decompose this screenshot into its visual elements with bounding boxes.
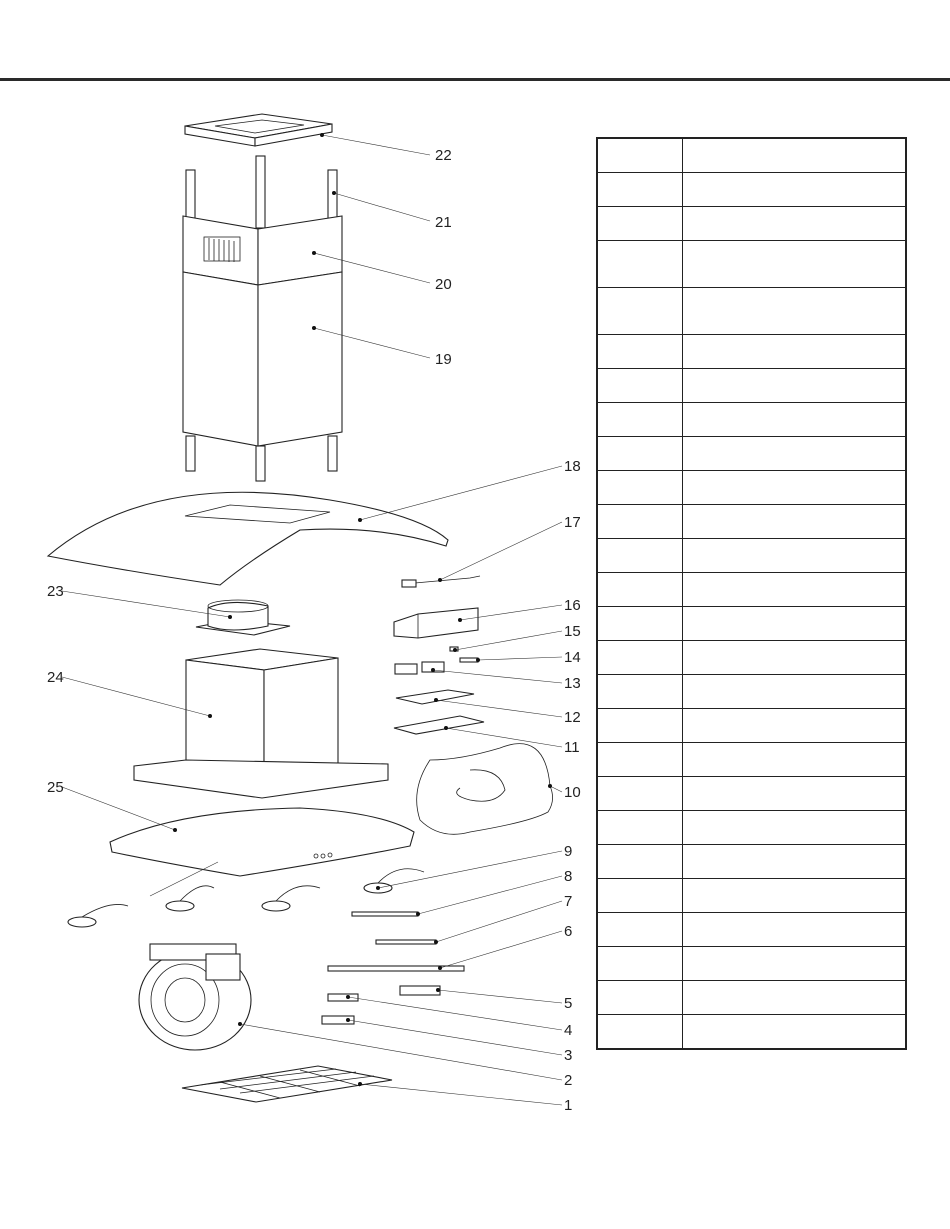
callout-1: 1	[564, 1097, 573, 1114]
parts-row	[597, 641, 906, 675]
callout-16: 16	[564, 597, 581, 614]
part-pcb	[396, 690, 474, 704]
callout-12: 12	[564, 709, 581, 726]
parts-row	[597, 573, 906, 607]
part-name-cell	[683, 811, 907, 845]
parts-row	[597, 173, 906, 207]
part-number-cell	[597, 539, 683, 573]
part-name-cell	[683, 947, 907, 981]
parts-row	[597, 207, 906, 241]
parts-row	[597, 505, 906, 539]
callout-24: 24	[47, 669, 64, 686]
part-lower-chimney	[183, 272, 342, 446]
part-name-cell	[683, 675, 907, 709]
part-name-cell	[683, 138, 907, 173]
part-top-bracket	[185, 114, 332, 146]
parts-row	[597, 777, 906, 811]
part-name-cell	[683, 607, 907, 641]
part-number-cell	[597, 947, 683, 981]
callout-6: 6	[564, 923, 573, 940]
part-4	[328, 994, 358, 1001]
part-name-cell	[683, 777, 907, 811]
parts-row	[597, 288, 906, 335]
part-number-cell	[597, 369, 683, 403]
part-number-cell	[597, 845, 683, 879]
parts-row	[597, 138, 906, 173]
parts-row	[597, 539, 906, 573]
part-number-cell	[597, 207, 683, 241]
part-name-cell	[683, 879, 907, 913]
part-number-cell	[597, 138, 683, 173]
callout-25: 25	[47, 779, 64, 796]
part-name-cell	[683, 1015, 907, 1050]
callout-4: 4	[564, 1022, 573, 1039]
parts-row	[597, 811, 906, 845]
callout-20: 20	[435, 276, 452, 293]
callout-17: 17	[564, 514, 581, 531]
part-number-cell	[597, 505, 683, 539]
callout-18: 18	[564, 458, 581, 475]
part-5	[400, 986, 440, 995]
part-glass-canopy	[48, 492, 448, 585]
part-name-cell	[683, 369, 907, 403]
parts-row	[597, 675, 906, 709]
part-name-cell	[683, 173, 907, 207]
parts-row	[597, 335, 906, 369]
part-name-cell	[683, 335, 907, 369]
callout-5: 5	[564, 995, 573, 1012]
part-number-cell	[597, 675, 683, 709]
parts-row	[597, 947, 906, 981]
callout-2: 2	[564, 1072, 573, 1089]
part-tubes	[328, 912, 464, 971]
part-cable	[417, 744, 553, 835]
parts-row	[597, 845, 906, 879]
callout-3: 3	[564, 1047, 573, 1064]
part-number-cell	[597, 403, 683, 437]
part-number-cell	[597, 471, 683, 505]
part-name-cell	[683, 743, 907, 777]
part-name-cell	[683, 288, 907, 335]
part-number-cell	[597, 573, 683, 607]
callout-7: 7	[564, 893, 573, 910]
part-number-cell	[597, 1015, 683, 1050]
parts-row	[597, 403, 906, 437]
part-blower	[139, 944, 251, 1050]
part-name-cell	[683, 505, 907, 539]
part-board	[394, 716, 484, 734]
part-number-cell	[597, 335, 683, 369]
part-number-cell	[597, 777, 683, 811]
part-lamps	[68, 869, 424, 927]
part-duct-collar	[196, 600, 290, 635]
part-name-cell	[683, 641, 907, 675]
part-number-cell	[597, 607, 683, 641]
callout-10: 10	[564, 784, 581, 801]
parts-row	[597, 879, 906, 913]
part-control-box	[394, 608, 478, 638]
part-canopy-bottom	[110, 808, 414, 876]
parts-row	[597, 1015, 906, 1050]
parts-row	[597, 743, 906, 777]
part-name-cell	[683, 403, 907, 437]
callout-9: 9	[564, 843, 573, 860]
parts-row	[597, 913, 906, 947]
parts-row	[597, 241, 906, 288]
parts-list-table	[596, 137, 907, 1050]
part-name-cell	[683, 241, 907, 288]
parts-row	[597, 709, 906, 743]
part-name-cell	[683, 981, 907, 1015]
part-name-cell	[683, 539, 907, 573]
part-number-cell	[597, 437, 683, 471]
callout-13: 13	[564, 675, 581, 692]
parts-row	[597, 369, 906, 403]
part-name-cell	[683, 207, 907, 241]
callout-11: 11	[564, 739, 580, 756]
part-number-cell	[597, 743, 683, 777]
part-number-cell	[597, 241, 683, 288]
part-number-cell	[597, 709, 683, 743]
callout-8: 8	[564, 868, 573, 885]
callout-14: 14	[564, 649, 581, 666]
parts-row	[597, 981, 906, 1015]
part-switches	[395, 662, 444, 674]
part-number-cell	[597, 879, 683, 913]
callout-22: 22	[435, 147, 452, 164]
part-number-cell	[597, 981, 683, 1015]
part-number-cell	[597, 913, 683, 947]
part-14	[460, 658, 478, 662]
callout-19: 19	[435, 351, 452, 368]
part-name-cell	[683, 709, 907, 743]
parts-row	[597, 607, 906, 641]
part-number-cell	[597, 288, 683, 335]
part-name-cell	[683, 913, 907, 947]
part-name-cell	[683, 437, 907, 471]
callout-15: 15	[564, 623, 581, 640]
part-name-cell	[683, 573, 907, 607]
part-number-cell	[597, 811, 683, 845]
part-motor-housing	[134, 649, 388, 798]
part-name-cell	[683, 845, 907, 879]
part-number-cell	[597, 641, 683, 675]
callout-21: 21	[435, 214, 452, 231]
part-number-cell	[597, 173, 683, 207]
callout-23: 23	[47, 583, 64, 600]
parts-row	[597, 437, 906, 471]
part-name-cell	[683, 471, 907, 505]
parts-row	[597, 471, 906, 505]
